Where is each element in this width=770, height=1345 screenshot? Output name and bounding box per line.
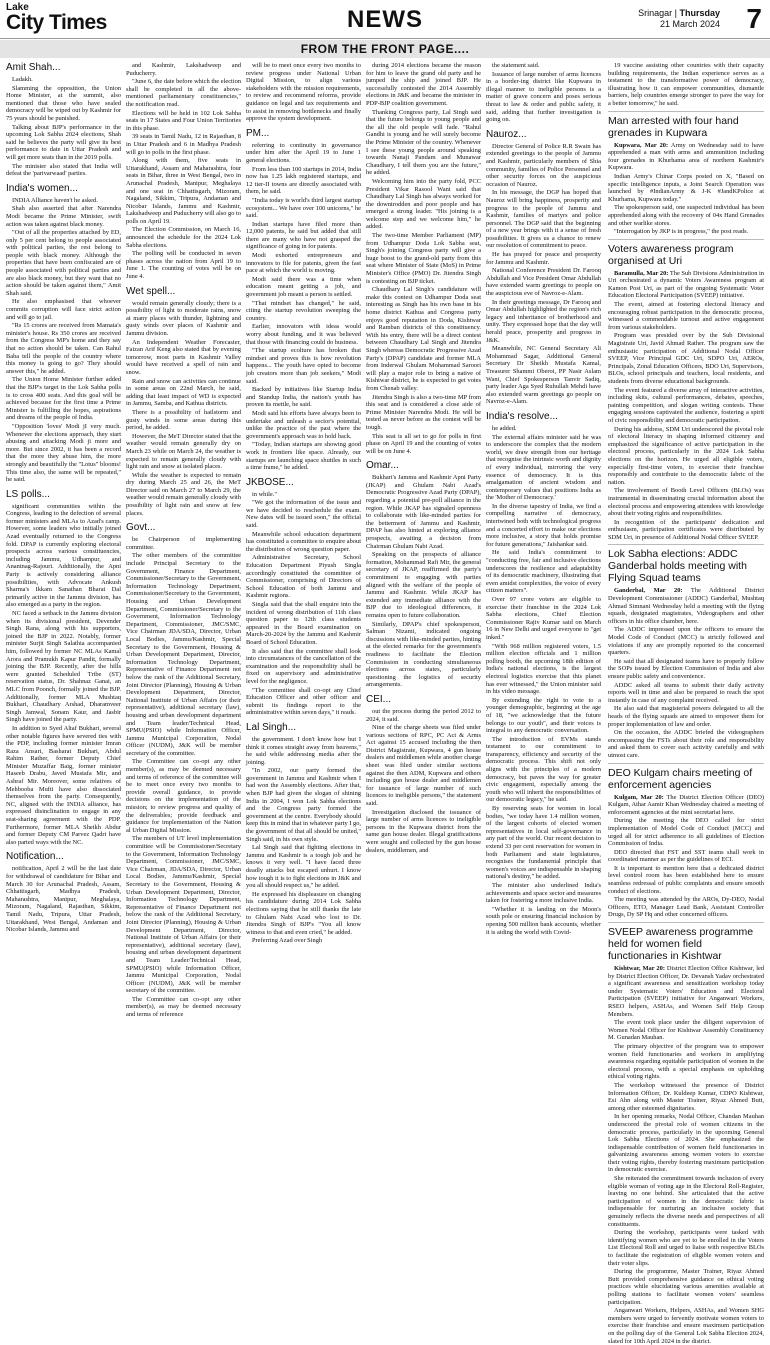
story-paragraph: From less than 100 startups in 2014, India now has 1.25 lakh registered startups, and 12 tier-II towns are directly associated with them, he said.: [246, 165, 361, 196]
story-paragraph: While the weather is expected to remain dry during March 25 and 26, the MeT Director said on March 27 to March 29, the weather would remain generally cloudy with possibility of light rain and snow at few places.: [126, 471, 241, 517]
column-1: [6, 62, 121, 1168]
story-paragraph: Earlier, innovators with ideas would worry about funding, and it was believed that those with financing could do business.: [246, 323, 361, 346]
story-paragraph: On the occasion, the ADDC briefed the videographers encompassing the FSTs about their role and responsibility and asked them to cover each activity carefully and with utmost care.: [608, 729, 764, 759]
story-divider: [608, 922, 764, 923]
story-paragraph: In his message, the DGP has hoped that Nauroz will bring happiness, prosperity and progress to the people of Jammu and Kashmir, families of martyrs and police personnel. The DGP said that the beginning of a new year brings with it a sense of fresh possibilities. It gives us a chance to renew our resolution of commitment to peace.: [486, 189, 601, 250]
story-paragraph: notification, April 2 will be the last date for withdrawal of candidature for Bihar and March 30 for Arunachal Pradesh, Assam, Chhattisgarh, Madhya Pradesh, Maharashtra, Manipur, Meghalaya, Mizoram, Nagaland, Rajasthan, Sikkim, Tamil Nadu, Tripura, Uttar Pradesh, Uttarakhand, West Bengal, Andaman and Nicobar Islands, Jammu and: [6, 865, 121, 934]
story-paragraph: During the workshop, participants were tasked with identifying women who are yet to be enrolled in the Voters List Electoral Roll and urged to liaise with respective BLOs to facilitate the registration of eligible women voters and their voter slips.: [608, 1229, 764, 1267]
story-paragraph: The event took place under the diligent supervision of Women Nodal Officer for Kishtwar Assembly Constituency M. Gunadan Mauhan.: [608, 1019, 764, 1042]
story-paragraph: in while.": [252, 490, 277, 498]
story-paragraph: The Committee can co-opt any other member(s), as may be deemed necessary and terms of reference of the committee will be to meet once every two months to provide overall guidance, to provide decisions on the implementation of the mission; to review progress and quality of the deliverables; provide feedback and guidance for implementation of the Nation al Urban Digital Mission.: [126, 758, 241, 834]
story-paragraph: "June 6, the date before which the election shall be completed in all the above-mentioned parliamentary constituencies," the notification read.: [126, 78, 241, 108]
story-paragraph: The introduction of EVMs stands testament to our commitment to transparency, efficiency and security of the democratic process. This shift not only aligns with the principles of a modern democracy, but paves the way for greater civic engagement, especially among the youth who will inherit the responsibilities of our democratic legacy," he said.: [486, 735, 601, 804]
story-paragraph: would remain generally cloudy; there is a possibility of light to moderate rains, snow at many places with thunder, lightning and gusty winds over places of Kashmir and Jammu division.: [126, 299, 241, 337]
story-paragraph: Director General of Police R.R Swain has extended greetings to the people of Jammu and Kashmir, particularly members of Shia community, families of Police Personnel and other security forces on the auspicious occasion of Nauroz.: [486, 142, 601, 188]
story-paragraph: The event, aimed at fostering electoral literacy and encouraging robust participation in the democratic process, witnessed a commendable turnout and active engagement from various stakeholders.: [608, 301, 764, 331]
story-paragraph: The spokesperson said, one suspected individual has been apprehended along with the recovery of 04x Hand Grenades and other warlike stores.: [608, 204, 764, 227]
story-kicker: LS polls...: [6, 488, 50, 500]
story-paragraph: the statement said.: [492, 62, 540, 69]
story-paragraph: INDIA Alliance haven't he asked.: [12, 196, 98, 204]
story-paragraph: Singla said that the shall enquire into the incident of wrong distribution of 11th class question paper to 12th class students appeared in the Board examination on March-20-2024 by the Jammu and Kashmir Board of School Education.: [246, 601, 361, 646]
masthead: [0, 0, 770, 39]
page-number: 7: [746, 3, 762, 34]
story-kicker: Lal Singh...: [246, 721, 297, 733]
story-paragraph: In addition to Syed Altaf Bukhari, several other notable figures have severed ties with the PDP, including former minister Imran Raza Ansari, Basharat Bukhari, Abdul Rahim Rather, former Deputy Chief Minister Muzaffar Baig, former minister Haseeb Drabu, Javed Mustafa Mir, and Ashraf Mir. Moreover, some relatives of Mehbooba Mufti have also dissociated themselves from the party. Consequently, NC, aligned with the INDIA alliance, has expressed disinclination to engage in any seat-sharing agreement with the PDP. Furthermore, former MLA Sheikh Abdur and former Deputy CM Parvez Qadri have also parted ways with the NC.: [6, 724, 121, 846]
story-paragraph: The Committee can co-opt any other member(s), as may be deemed necessary and terms of reference: [126, 995, 241, 1019]
story-paragraph: 19 vaccine assisting other countries with their capacity building requirements, the Indian experience serves as a testament to the transformative power of democracy, illustrating how it can empower communities, dismantle barriers, help countries emerge stronger to pave the way for a better tomorrow," he said.: [608, 62, 764, 107]
story-paragraph: It also said that the committee shall look into circumstances of the cancellation of the examination and the responsibility shall be fixed on supervisory and administrative level for the negligence.: [246, 647, 361, 685]
story-paragraph: Jitendra Singh is also a two-time MP from this seat and is considered a close aide of Prime Minister Narendra Modi. He will be tested as never before as the contest will be tough.: [366, 393, 481, 431]
story-paragraph: Speaking on the prospects of alliance formation, Mohammad Rafi Mir, the general secretary of JKAP, reaffirmed the party's commitment to engaging with parties aligned with the welfare of the people of Jammu and Kashmir. While JKAP has extended any immediate alliance with the BJP due to ideological differences, it remains open to future collaboration.: [366, 551, 481, 619]
story-paragraph: "Out of all the properties attached by ED, only 5 per cent belong to people associated with political parties, the rest belong to people with black money. Although the properties that have been confiscated are of people associated with political parties and are also black money, but they want that no action should be taken against them," Amit Shah said.: [6, 229, 121, 297]
story-paragraph: Modi said there was a time when education meant getting a job, and government job meant a person is settled.: [246, 275, 361, 299]
story-paragraph: and Kashmir, Lakshadweep and Puducherry.: [126, 62, 241, 77]
story-paragraph: "Opposition 'loves' Modi jI very much. Whenever the elections approach, they start abusing and attacking Modi ji more and more. But since 2002, it has been a record that the more they abuse him, the more strongly and beautifully the "Lotus" blooms! This time also, the same will be repeated," he said.: [6, 422, 121, 484]
logo-main-text: City Times: [6, 11, 107, 34]
story-paragraph: The meeting was attended by the AROs, Dy-DEO, Nodal Officers, ETO, Manager Lead Bank, Assistant Controller Drugs, Dy SP Hq and other concerned officers.: [608, 896, 764, 919]
story-paragraph: "The startup ecolture has broken that mindset and proves this is how revolution happens... The youth have opted to become job creators more than job seekers," Modi said.: [246, 347, 361, 385]
story-paragraph: The ADDC impressed upon the officers to ensure the Model Code of Conduct (MCC) is strictly followed and violations if any are promptly reported to the concerned quarters.: [608, 626, 764, 657]
story-paragraph: Program was presided over by the Sub Divisional Magistrate Uri, Javid Ahmad Rather. The program saw the enthusiastic participation of Additional Nodal Officer SVEEP, Vice Principal GDC Uri, SDPO Uri, AEROs, Principals, Zonal Education Officers, BDO Uri, Supervisors, BLOs, school principals and teachers, local residents, and students from diverse educational backgrounds.: [608, 332, 764, 385]
story-paragraph: Lal Singh said that fighting elections in Jammu and Kashmir is a tough job and he knows it very well. "I have faced three deadly attacks but escaped unhurt. I know how tough it is to fight elections in J&K and you all should respect us," he added.: [246, 844, 361, 890]
issue-place: Srinagar: [638, 8, 673, 18]
story-paragraph: During the programme, Master Trainer, Riyaz Ahmed Butt provided comprehensive guidance on ethical voting practices while elucidating various amenities available at polling stations to facilitate women voters' seamless participation.: [608, 1268, 764, 1306]
story-paragraph: Over 97 crore voters are eligible to exercise their franchise in the 2024 Lok Sabha elections, Chief Election Commissioner Rajiv Kumar said on March 16 in New Delhi and urged everyone to "get inked.": [486, 596, 601, 641]
issue-date: 21 March 2024: [659, 19, 720, 29]
story-paragraph: An Independent Weather Forecaster, Faizan Arif Keng also stated that by evening tomorrow, most parts in Kashmir Valley would have received a spell of rain and snow.: [126, 338, 241, 376]
story-kicker: Wet spell...: [126, 285, 176, 297]
story-paragraph: the government. I don't know how but I think it comes straight away from heavens," he said while addressing media after the joining.: [246, 735, 361, 766]
story-paragraph: The two-time Member Parliament (MP) from Udhampur Doda Lok Sabha seat, Singh's joining Congress party will give a huge boost to the grand-old party from this seat where Minister of State (MoS) in Prime Minister's Office (PMO) Dr. Jitendra Singh is contesting on BJP ticket.: [366, 232, 481, 285]
story-kicker: Amit Shah...: [6, 62, 61, 73]
story-paragraph: out the process during the period 2012 to 2024, it said.: [366, 707, 481, 723]
story-paragraph: be Chairperson of implementing committee.: [126, 536, 241, 551]
story-paragraph: Backed by initiatives like Startup India and Standup India, the nation's youth has proven its mettle, he said.: [246, 386, 361, 409]
story-kicker: CEI...: [366, 693, 392, 705]
story-paragraph: referring to continuity in governance under him after the April 19 to June 1 general elections.: [246, 141, 361, 164]
story-paragraph: "Interrogation by JKP is in progress," the post reads.: [614, 228, 749, 236]
story-paragraph: Preferring Azad over Singh: [252, 937, 323, 945]
story-paragraph: Administrative Secretary, School Education Department Piyush Singla accordingly constituted the committee of Commissioner, comprising of Directors of School Education of both Jammu and Kashmir regions.: [246, 554, 361, 600]
column-5: [486, 62, 601, 1168]
story-paragraph: "That mindset has changed," he said, citing the startup revolution sweeping the country.: [246, 299, 361, 322]
story-paragraph: He also said that magisterial powers delegated to all the heads of the flying squads are aimed to empower them for proper implementation of law and order.: [608, 705, 764, 728]
story-kicker: India's resolve...: [486, 410, 558, 422]
story-dateline: Kupwara, Mar 20:: [614, 141, 669, 149]
story-paragraph: During his address, SDM Uri underscored the pivotal role of electoral literacy in shaping informed citizenry and emphasized the significance of active participation in the electoral process, particularly in the 2024 Lok Sabha elections on the horizon. He urged all eligible voters, especially first-time voters, to exercise their franchise responsibly and contribute to the democratic fabric of the nation.: [608, 425, 764, 486]
story-lead-text: The Additional District Development Commissioner (ADDC) Ganderbal, Mushtaq Ahmad Simnani Wednesday held a meeting with the flying squads, designated magistrates, Videographers and other officers in his office chamber, here.: [608, 587, 765, 625]
story-paragraph: Bukhari's Jammu and Kashmir Apni Party (JKAP) and Ghulam Nabi Azad's Democratic Progressive Azad Party (DPAP), regarding a potential pre-poll alliance in the region. While JKAP has signaled openness to collaborate with like-minded parties for the betterment of Jammu and Kashmir, DPAP has also hinted at exploring alliance prospects, awaiting a decision from Chairman Ghulam Nabi Azad.: [366, 474, 481, 550]
story-paragraph: He has prayed for peace and prosperity for Jammu and Kashmir.: [486, 251, 601, 266]
story-paragraph: Ladakh.: [12, 76, 33, 83]
story-paragraph: Welcoming him into the party fold, PCC President Vikar Rasool Wani said that Chaudhary Lal Singh has always worked for the downtrodden and poor people and has emerged a strong leader. "His joining is a welcome step and we welcome him," he added.: [366, 177, 481, 231]
story-paragraph: There is a possibility of hailstorm and gusty winds in some areas during this period, he added.: [126, 408, 241, 432]
story-paragraph: The external affairs minister said he was to underscore the complex that the modern world, we draw strength from our heritage that recognise the intrinsic worth and dignity of every individual, mirroring the very essence of democracy. It is this amalgamation of ancient wisdom and contemporary values that positions India as the 'Mother of Democracy.': [486, 433, 601, 502]
story-lead-text: The Sub Divisions Administration in Uri orchestrated a dynamic Voters Awareness program at Kamon Post Uri, as part of the ongoing Systematic Voter Education Electoral Participation (SVEEP) initiative.: [608, 269, 764, 300]
story-paragraph: The minister also stated that India will defeat the 'parivarwaad' parties.: [6, 162, 121, 178]
column-3: [246, 62, 361, 1168]
story-paragraph: "India today is world's third largest startup ecosystem... We have over 100 unicorns," he said.: [246, 196, 361, 220]
story-paragraph: He also emphasised that whoever commits corruption will face strict action and will go to jail.: [6, 298, 121, 321]
story-lead-paragraph: [608, 270, 764, 300]
story-paragraph: She reiterated the commitment towards inclusion of every eligible woman of voting age in the Electoral Roll-Register, leaving no one behind. She articulated that the active participation of women in the democratic fabric is indispensable for nurturing an inclusive society that genuinely reflects the diverse needs and perspectives of all constituents.: [608, 1175, 764, 1228]
story-paragraph: Along with them, five seats in Uttarakhand, Assam and Maharashtra, four seats in Bihar, three in West Bengal, two in Arunachal Pradesh, Manipur, Meghalaya and one seat in Chhattisgarh, Mizoram, Nagaland, Sikkim, Tripura, Andaman and Nicobar Islands, Jammu and Kashmir, Lakshadweep and Puducherry will also go to polls on April 19.: [126, 157, 242, 225]
story-paragraph: The polling will be conducted in seven phases across the nation from April 19 to June 1. The counting of votes will be on June 4.: [126, 250, 241, 281]
story-paragraph: Talking about BJP's performance in the upcoming Lok Sabha 2024 elections, Shah said he believes the party will give its best performance to date in Uttar Pradesh and will get more seats than in the 2019 polls.: [6, 123, 121, 161]
story-paragraph: Issuance of large number of arms licences in a border-ing district like Kupwara in illegal manner to ineligible persons is a matter of grave concern and poses serious threat to law & order and public safety, it said, adding that further investigation is going on.: [486, 70, 601, 124]
story-lead-paragraph: [608, 142, 764, 172]
story-dateline: Kulgam, Mar 20:: [614, 793, 664, 801]
story-headline: DEO Kulgam chairs meeting of enforcement agencies: [608, 766, 753, 791]
story-paragraph: By reserving seats for women in local bodies, "we today have 1.4 million women, of the largest cohorts of elected women representatives in local self-governance in any part of the world. Our recent decision to extend 33 per cent reservation for women in both Parliament and state legislatures, recognises the fundamental principle that women's voices are indispensable in shaping national's destiny," he added.: [486, 805, 601, 881]
story-divider: [608, 544, 764, 545]
story-paragraph: The involvement of Booth Level Officers (BLOs) was instrumental in disseminating crucial information about the electoral process and empowering attendees with knowledge about their voting rights and responsibilities.: [608, 487, 764, 518]
story-lead-paragraph: [608, 794, 764, 817]
story-paragraph: In their greetings message, Dr Farooq and Omar Abdullah highlighted the region's rich legacy and inheritance of brotherhood and unity. They expressed hope that the day will herald peace, prosperity and progress in J&K.: [486, 298, 601, 344]
issue-day: Thursday: [679, 8, 720, 18]
story-paragraph: In her opening remarks, Nodal Officer, Chandan Mauhan underscored the pivotal role of women citizens in the democratic process, particularly in the upcoming General Lok Sabha Elections of 2024. She emphasized the indispensable contribution of women field functionaries in galvanizing awareness among women voters to exercise their voting rights, thereby fostering maximum participation in democratic exercise.: [608, 1113, 764, 1174]
section-subheading: FROM THE FRONT PAGE....: [0, 40, 770, 58]
section-title: NEWS: [347, 6, 423, 33]
story-paragraph: The minister also underlined India's achievements and space sector and measures taken for fostering a more inclusive India.: [486, 881, 601, 905]
story-kicker: India's women...: [6, 182, 78, 194]
story-paragraph: The members of UT level implementation committee will be Commissioner/Secretary to the Government, Information Technology Department, Commissioner, JMC/SMC, Vice Chairman, JDA/SDA, Director, Urban Local Bodies, Jammu/Kashmir, Special Secretary to the Government, Housing & Urban Development Department, Director, Information Technology Department, Representative of Finance Department not below the rank of the Additional Secretary, Joint Director (Planning), Housing & Urban Development Department, Director, National Institute of Urban Affairs (or their representative), additional secretary (law), housing and urban development department and Team Leader/Technical Head, SPMU(PSIO) while Information Officer, Jammu Municipal Corporation, Nodal Officer (NUDM), J&K will be member secretary of the committee.: [126, 835, 241, 995]
story-paragraph: Anganwari Workers, Helpers, ASHAs, and Women SHG members were urged to fervently motivate women voters to exercise their franchise and ensure maximum participation on the polling day of the General Lok Sabha Election 2024, slated for 10th April 2024 in the district.: [608, 1307, 764, 1345]
story-paragraph: Modi exhorted entrepreneurs and innovators to file for patents, given the fast pace at which the world is moving.: [246, 252, 361, 275]
story-paragraph: The workshop witnessed the presence of District Information Officer, Dr. Kuldeep Kumar, CDPO Kishtwar, Esi Ahn along with Master Trainer, Riyaz Ahmed Butt, among other esteemed dignitaries.: [608, 1081, 764, 1112]
story-paragraph: The Union Home Minister further added that the BJP's target in the Lok Sabha polls is to cross 400 seats. And this goal will be achieved because for the first time a Prime Minister is fulfilling the hopes, aspirations and dreams of the people of India.: [6, 376, 121, 422]
story-paragraph: In the diverse tapestry of India, we find a compelling narrative of democracy, intertwined both with technological progress and a concerted effort to make our elections more inclusive, a story that holds promise for future generations," Jaishankar said.: [486, 502, 601, 548]
story-paragraph: "We got the information of the issue and we have decided to reschedule the exam. New dates will be issued soon," the official said.: [246, 499, 361, 530]
story-divider: [608, 763, 764, 764]
story-paragraph: DEO directed that FST and SST teams shall work in coordinated manner as per the guidelines of ECI.: [608, 848, 764, 864]
story-lead-text: Army on Wednesday said to have apprehended a man with arms and ammunition including four grenades in Khurhama area of northern Kashmir's Kupwara.: [608, 141, 764, 172]
story-paragraph: "Today, Indian startups are showing good work in frontiers like space. Already, our startups are launching space shuttles in such a time frame," he added.: [246, 441, 361, 472]
story-paragraph: He expressed his displeasure on changing his candidature during 2014 Lok Sabha elections saying that he still thanks the late to Ghulam Nabi Azad who lost to Dr. Jitendra Singh of BJP's "You all know witness to that and even cried," he added.: [246, 890, 361, 936]
story-paragraph: Meanwhile, NC General Secretary Ali Mohammad Sagar, Additional General Secretary Dr Sheikh Mustafa Kamal, Treasurer Shammi Oberoi, PP Nasir Aslam Wani, Chief Spokesperson Tanvir Sadiq, party leader Aga Syed Ruhullah Mehdi have also extended warm greetings go people on Navroz-e-Alam.: [486, 345, 601, 406]
story-headline: SVEEP awareness programme held for women field functionaries in Kishtwar: [608, 926, 754, 963]
story-paragraph: will be to meet once every two months to review progress under National Urban Digital Mission, to align various stakeholders with the mission requirements, to review and recommend reforms, provide guidance on legal and tax requirements and to assist in removing bottlenecks and finally approve the system development.: [246, 62, 361, 123]
story-paragraph: Elections will be held in 102 Lok Sabha seats in 17 States and Four Union Territories in this phase.: [126, 109, 241, 132]
story-paragraph: during 2014 elections became the reason for him to leave the grand old party and he jumped the ship and joined BJP. He successfully contested the 2014 Assembly elections in J&K and became the minister in PDP-BJP coalition government.: [366, 62, 481, 107]
story-lead-paragraph: [608, 587, 764, 625]
story-headline: Lok Sabha elections: ADDC Ganderbal holds meeting with Flying Squad teams: [608, 548, 747, 585]
column-briefs: [608, 62, 765, 1345]
story-paragraph: Shah also asserted that after Narendra Modi became the Prime Minister, swift action was taken against black money.: [6, 205, 121, 228]
story-paragraph: "Whether it is landing on the Moon's south pole or ensuring financial inclusion by opening 500 million bank accounts, whether it is aiding the world with Covid-: [486, 905, 601, 936]
story-headline: Voters awareness program organised at Uri: [608, 242, 734, 267]
story-paragraph: "The committee shall co-opt any Chief Education Officer and other officer and submit its findings report to the administrative within seven days," it reads.: [246, 686, 361, 717]
story-paragraph: Slamming the opposition, the Union Home Minister, at the summit, also mentioned that those who have sealed democracy will be wiped out by Kashmir for 75 years should be punished.: [6, 84, 121, 122]
story-paragraph: 39 seats in Tamil Nadu, 12 in Rajasthan, 8 in Uttar Pradesh and 6 in Madhya Pradesh will go to polls in the first phase.: [126, 133, 241, 156]
story-paragraph: It is important to mention here that a dedicated district level control room has been established here to ensure seamless redressal of public complaints and ensure smooth conduct of elections.: [608, 864, 764, 895]
story-paragraph: He said India's commitment to "conducting free, fair and inclusive elections underscores the resilience and adaptability of its democratic machinery, illustrating that even amidst complexities, the voice of every citizen matters".: [486, 549, 601, 595]
story-paragraph: Thanking Congress party, Lal Singh said that the future belongs to young people and the all the old people will fade. "Rahul Gandhi is young and he will surely become the Prime Minister of the country. Whenever I see these young people around speaking towards Nanaji Pandam and Munawar Chaudhary, I tell them you are the future," he added.: [366, 108, 481, 177]
story-paragraph: The primary objective of the program was to empower women field functionaries and workers in amplifying awareness regarding equitable participation of women in the electoral process, with a special emphasis on upholding ethical voting rights.: [608, 1042, 764, 1081]
story-kicker: JKBOSE...: [246, 476, 294, 488]
story-paragraph: "With 968 million registered voters, 1.5 million election officials and 1 million polling booth, the upcoming 18th edition of India's national elections, is the largest electoral logistics exercise that this planet has ever witnessed," the Union minister said in his video message.: [486, 642, 601, 696]
story-divider: [608, 111, 764, 112]
story-dateline: Ganderbal, Mar 20:: [614, 587, 683, 595]
story-paragraph: "In 2002, our party formed the government in Jammu and Kashmir when I had won the Assembly elections. After that, when BJP had given the slogan of shining India in 2004, I won Lok Sabha elections and the Congress party formed the government at the centre. Everybody should keep this in mind that in whatever party I go, the government of that all should be united," Singh said, in his own style.: [246, 767, 362, 843]
story-dateline: Baramulla, Mar 20:: [614, 269, 669, 277]
story-lead-text: The District Election Officer (DEO) Kulgam, Athar Aamir Khan Wednesday chaired a meeting of enforcement agencies at the mini secretariat here.: [608, 793, 764, 816]
story-paragraph: ADDC asked all teams to submit their daily activity reports well in time and also be prepared to reach the spot instantly in case of any complaint received.: [608, 681, 764, 704]
story-paragraph: During the meeting the DEO called for strict implementation of Model Code of Conduct (MCC) and urged all for strict adherence to all guidelines of Election Commission of India.: [608, 817, 764, 848]
story-paragraph: Rain and snow can activities can continue in some areas on 22nd March, he said, adding that least impact of WD is expected in Jammu, Samba, and Kathua districts.: [126, 377, 241, 408]
story-paragraph: Nine of the charge sheets was filed under various sections of RPC, PC Act & Arms Act against 15 accused including the then District Magistrate, Kupwara, 4 gun house dealers and middlemen while another charge sheet was filed under similar sections against the then ADM, Kupwara and others including gun house dealer and middlemen for issuance of large number of such licences to ineligible persons," the statement said.: [366, 724, 481, 808]
story-paragraph: Modi said his efforts have always been to undertake and unleash a sector's potential, unlike the practice of the past where the government's approach was to hold back.: [246, 409, 361, 440]
story-paragraph: The other members of the committee include Principal Secretary to the Government, Finance Department, Commissioner/Secretary to the Government, Information Technology Department, Commissioner/Secretary to the Government, Housing and Urban Development Department, Commissioner/Secretary to the Government, Information Technology Department, Commissioner, JMC/SMC, Vice Chairman JDA/SDA, Director, Urban Local Bodies, Jammu/Kashmir, Special Secretary to the Government, Housing & Urban Development Department, Director, Information Technology Department, Representative of Finance Department not below the rank of the Additional Secretary, Joint Director (Planning), Housing & Urban Development Department, Director, National Institute of Urban Affairs (or their representative), additional secretary (law), housing and urban development department and Team leader/Technical Head, SPMU(PSIO) while Information Officer, Jammu Municipal Corporation, Nodal Officer (NUDM), J&K will be member secretary of the committee.: [126, 552, 241, 757]
story-paragraph: Meanwhile school education department has constituted a committee to enquire about the distribution of wrong question paper.: [246, 530, 361, 553]
story-paragraph: This seat is all set to go for polls in first phase on April 19 and the counting of votes will be on June 4.: [366, 432, 481, 455]
story-paragraph: Indian Army's Chinar Corps posted on X, "Based on specific intelligence inputs, a Joint Search Operation was launched by #IndianArmy & J-K #JandKPolice at Khurhama, Kupwara today.": [608, 172, 764, 203]
story-paragraph: "Rs 15 crores are received from Mamata's minister's house. Rs 350 crores are received from the Congress MP's home and they say that no action should be taken. Can Rahul Baba tell the people of the country where this money is going to go? They should answer this," he added.: [6, 322, 121, 375]
story-paragraph: National Conference President Dr. Farooq Abdullah and Vice President Omar Abdullah have extended warm greetings to people on the auspicious eve of Navroz-e-Alam.: [486, 267, 601, 298]
story-paragraph: Indian startups have filed more than 12,000 patents, he said but added that still there are many who have not grasped the significance of going in for patents.: [246, 220, 361, 251]
story-paragraph: In recognition of the participants' dedication and enthusiasm, participation certificates were distributed by SDM Uri, in presence of Additional Nodal Officer SVEEP.: [608, 518, 764, 541]
story-lead-text: District Election Office Kishtwar, led by District Election Officer, Dr. Devansh Yadav orchestrated a significant awareness and sensitization workshop today under Systematic Voters' Education and Electoral Participation (SVEEP) initiative for Anganwari Workers, RSEO helpers, ASHAs, and Women Self Help Group Members.: [608, 965, 764, 1018]
story-paragraph: He said that all designated teams have to properly follow the SOPs issued by Election Commission of India and also ensure public safety and convenience.: [608, 657, 764, 680]
issue-info: Srinagar | Thursday 21 March 2024: [638, 8, 720, 29]
column-4: [366, 62, 481, 1168]
story-dateline: Kishtwar, Mar 20:: [614, 965, 665, 973]
story-paragraph: The event featured a diverse array of interactive activities, including skits, cultural performances, debates, speeches, painting competition, and slogan writing contests. These engaging sessions captivated the audience, fostering a spirit of civic responsibility and democratic participation.: [608, 386, 764, 424]
story-divider: [608, 239, 764, 240]
story-paragraph: Investigation disclosed the issuance of large number of arms licences to ineligible persons in the Kupwara district from the same gun house dealer. Illegal gratifications were sought and collected by the gun house dealers, middlemen, and: [366, 808, 481, 854]
story-kicker: Govt...: [126, 522, 156, 534]
story-paragraph: Similarly, DPAP's chief spokesperson, Salman Nizami, indicated ongoing discussions with like-minded parties, hinting at the elected remarks for the government's readiness to facilitate the Election Commission in conducting simultaneous elections across states, particularly questioning the logistics of security arrangements.: [366, 620, 481, 689]
column-2: [126, 62, 241, 1168]
story-paragraph: Chaudhary Lal Singh's candidature will make this contest on Udhampur Doda seat interesting as Singh has his own base in his home district Kathua and Congress party enjoys good reputation in Doda, Kishtwar and Ramban districts of this constituency. With his entry, there will be a direct contest between Chaudhary Lal Singh and Jitendra Singh whereas Democratic Progressive Azad Party's (DPAP) candidate and former MLA from Inderwal Ghulam Mohammad Saroori will play a major role to bring a native of Kishtwar district, he is expected to get votes from Chenab valley.: [366, 286, 481, 392]
story-lead-paragraph: [608, 965, 764, 1018]
story-paragraph: The Election Commission, on March 16, announced the schedule for the 2024 Lok Sabha elections.: [126, 226, 241, 249]
story-kicker: PM...: [246, 127, 270, 139]
story-kicker: Notification...: [6, 851, 64, 863]
story-paragraph: significant communities within the Congress, leading to the defection of several former ministers and MLAs to Azad's camp. However, some leaders who initially joined Azad eventually returned to the Congress fold. DPAP is currently exploring electoral prospects across various constituencies, including Jammu, Udhampur, and Anantnag-Rajouri. Additionally, the Apni Party is actively considering alliance possibilities, with Advocate Ankush Sharma's Ikkam Sanathan Bharat Dal primarily active in the Jammu division, has also emerged as a party in the region.: [6, 502, 121, 609]
story-paragraph: NC faced a setback in the Jammu division when its divisional president, Devender Singh Rana, along with his supporters, joined the BJP in 2022. Notably, former minister Surjit Singh Salathia accompanied him, followed by former NC MLAs Kamal Arora and Pramukh Kapur Pandit, formally joining the BJP. Recently, after the hills were granted Scheduled Tribe (ST) reservation status, Dr. Shahnaz Ganai, an MLC from Poonch, formally joined the BJP. Additionally, former MLA Mushtaq Bukhari, Chaudhary Arshad, Dharamveer Singh Jamwal, Sonam Kaur, and Jasbir Singh have joined the party.: [6, 610, 121, 724]
story-paragraph: By extending the right to vote to a younger demographic, beginning at the age of 18, "we acknowledge that the future belongs to our youth", and their voices is integral to any democratic conversation.: [486, 696, 601, 735]
story-kicker: Omar...: [366, 460, 399, 472]
logo-small-text: Lake: [6, 2, 29, 13]
story-paragraph: he added.: [492, 424, 517, 432]
story-paragraph: However, the MeT Director stated that the weather would remain generally dry on March 23 while on March 24, the weather is expected to remain generally cloudy with light rain and snow at isolated places.: [126, 432, 241, 471]
story-headline: Man arrested with four hand grenades in Kupwara: [608, 114, 739, 139]
story-kicker: Nauroz...: [486, 128, 527, 140]
